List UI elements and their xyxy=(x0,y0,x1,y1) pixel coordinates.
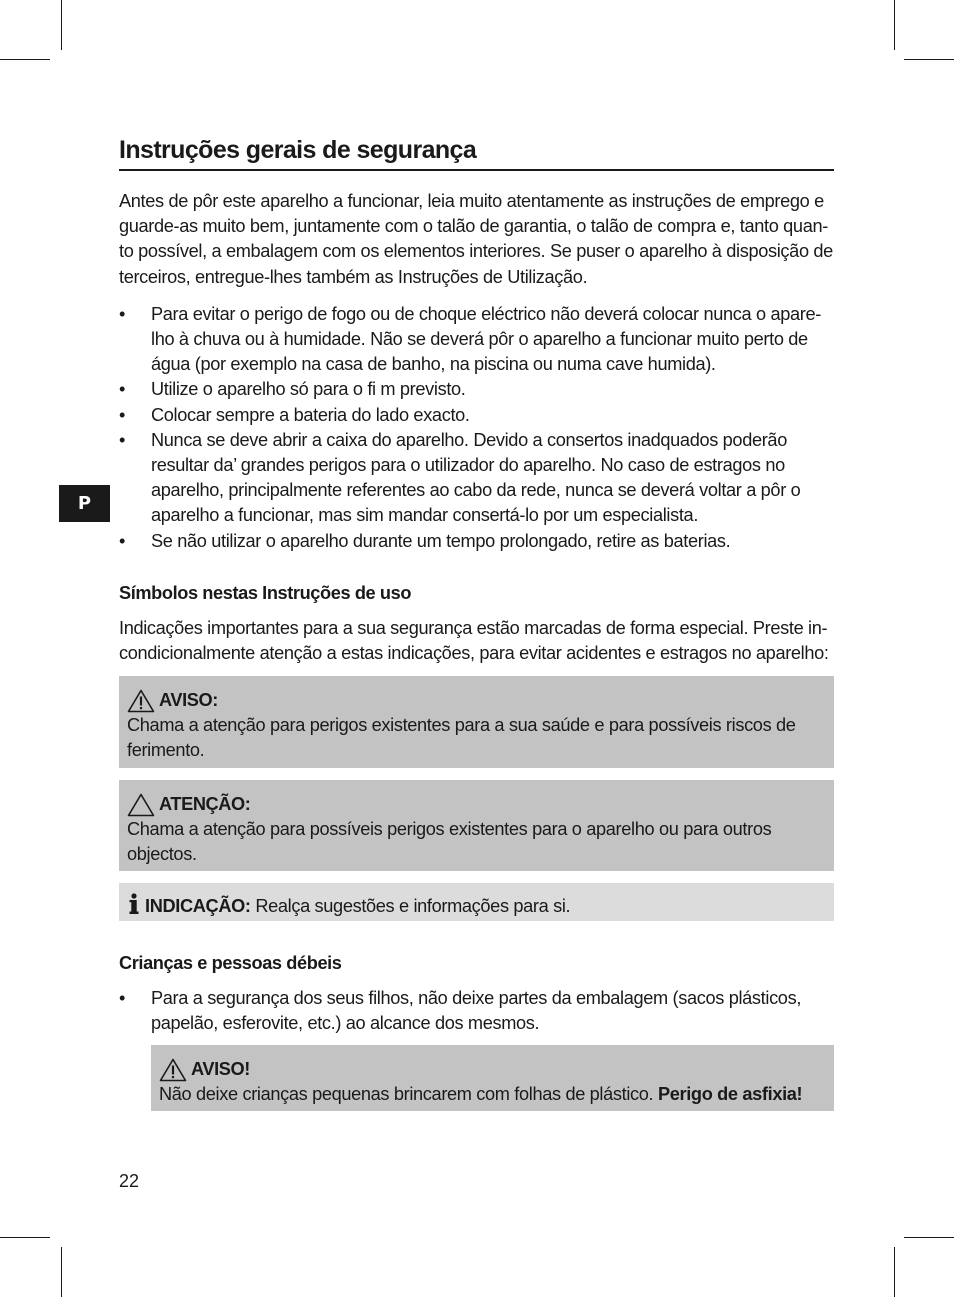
crop-mark xyxy=(0,59,50,60)
aviso-text: Chama a atenção para perigos existentes para a sua saúde e para possíveis riscos de ferimento. xyxy=(127,715,796,761)
children-aviso-header xyxy=(159,1057,826,1082)
atencao-box xyxy=(119,780,834,871)
crop-mark xyxy=(61,1247,62,1297)
indicacao-line xyxy=(127,893,826,919)
list-item: • Para evitar o perigo de fogo ou de choque eléctrico não deverá colocar nunca o apare-lho à chuva ou à humidade. Não se deverá pôr o aparelho a funcionar muito perto de água (por exemplo na casa de banho, na piscina ou numa cave humida). xyxy=(119,302,834,378)
list-item: • Utilize o aparelho só para o fi m previsto. xyxy=(119,377,834,402)
atencao-text: Chama a atenção para possíveis perigos existentes para o aparelho ou para outros objectos. xyxy=(127,818,772,864)
language-tab: P xyxy=(59,485,110,522)
children-aviso-box xyxy=(151,1045,834,1111)
list-item: • Colocar sempre a bateria do lado exacto. xyxy=(119,403,834,428)
crop-mark xyxy=(61,0,62,50)
intro-paragraph: Antes de pôr este aparelho a funcionar, leia muito atentamente as instruções de emprego e guarde-as muito bem, juntamente com o talão de garantia, o talão de compra e, tanto quan-to possível, a embalagem com os elementos interiores. Se puser o aparelho à disposição de terceiros, entregue-lhes também as Instruções de Utilização. xyxy=(119,191,833,287)
atencao-label: ATENÇÃO: xyxy=(159,793,251,814)
crop-mark xyxy=(0,1237,50,1238)
crop-mark xyxy=(894,0,895,50)
warning-triangle-icon xyxy=(127,689,155,713)
warning-triangle-icon xyxy=(159,1058,187,1082)
indicacao-box xyxy=(119,883,834,921)
children-aviso-text: Não deixe crianças pequenas brincarem com folhas de plástico. xyxy=(159,1083,658,1104)
children-aviso-line xyxy=(159,1082,826,1107)
indicacao-text: Realça sugestões e informações para si. xyxy=(250,896,571,917)
page-number: 22 xyxy=(119,1171,140,1191)
list-item: • Se não utilizar o aparelho durante um tempo prolongado, retire as baterias. xyxy=(119,529,834,554)
symbols-intro: Indicações importantes para a sua segurança estão marcadas de forma especial. Preste in-condicionalmente atenção a estas indicações, para evitar acidentes e estragos no aparelho: xyxy=(119,617,829,664)
info-icon xyxy=(127,893,141,915)
children-list xyxy=(119,986,834,1036)
crop-mark xyxy=(894,1247,895,1297)
symbols-heading: Símbolos nestas Instruções de uso xyxy=(119,582,412,603)
page-content xyxy=(119,133,834,1111)
indicacao-label: INDICAÇÃO: xyxy=(145,896,251,917)
children-heading: Crianças e pessoas débeis xyxy=(119,953,342,974)
atencao-header xyxy=(127,792,826,817)
aviso-header xyxy=(127,688,826,713)
caution-triangle-icon xyxy=(127,793,155,817)
children-aviso-label: AVISO! xyxy=(191,1058,250,1079)
list-item: • Nunca se deve abrir a caixa do aparelho. Devido a consertos inadquados poderão resultar da’ grandes perigos para o utilizador do aparelho. No caso de estragos no aparelho, principalmente referentes ao cabo da rede, nunca se deverá voltar a pôr o aparelho a funcionar, mas sim mandar consertá-lo por um especialista. xyxy=(119,428,834,529)
crop-mark xyxy=(904,1237,954,1238)
aviso-label: AVISO: xyxy=(159,690,218,711)
safety-list xyxy=(119,302,834,554)
crop-mark xyxy=(904,59,954,60)
children-aviso-emphasis: Perigo de asfixia! xyxy=(657,1083,803,1104)
list-item: • Para a segurança dos seus filhos, não deixe partes da embalagem (sacos plásticos, papelão, esferovite, etc.) ao alcance dos mesmos. xyxy=(119,986,834,1036)
aviso-box xyxy=(119,676,834,767)
page-title: Instruções gerais de segurança xyxy=(119,133,834,171)
